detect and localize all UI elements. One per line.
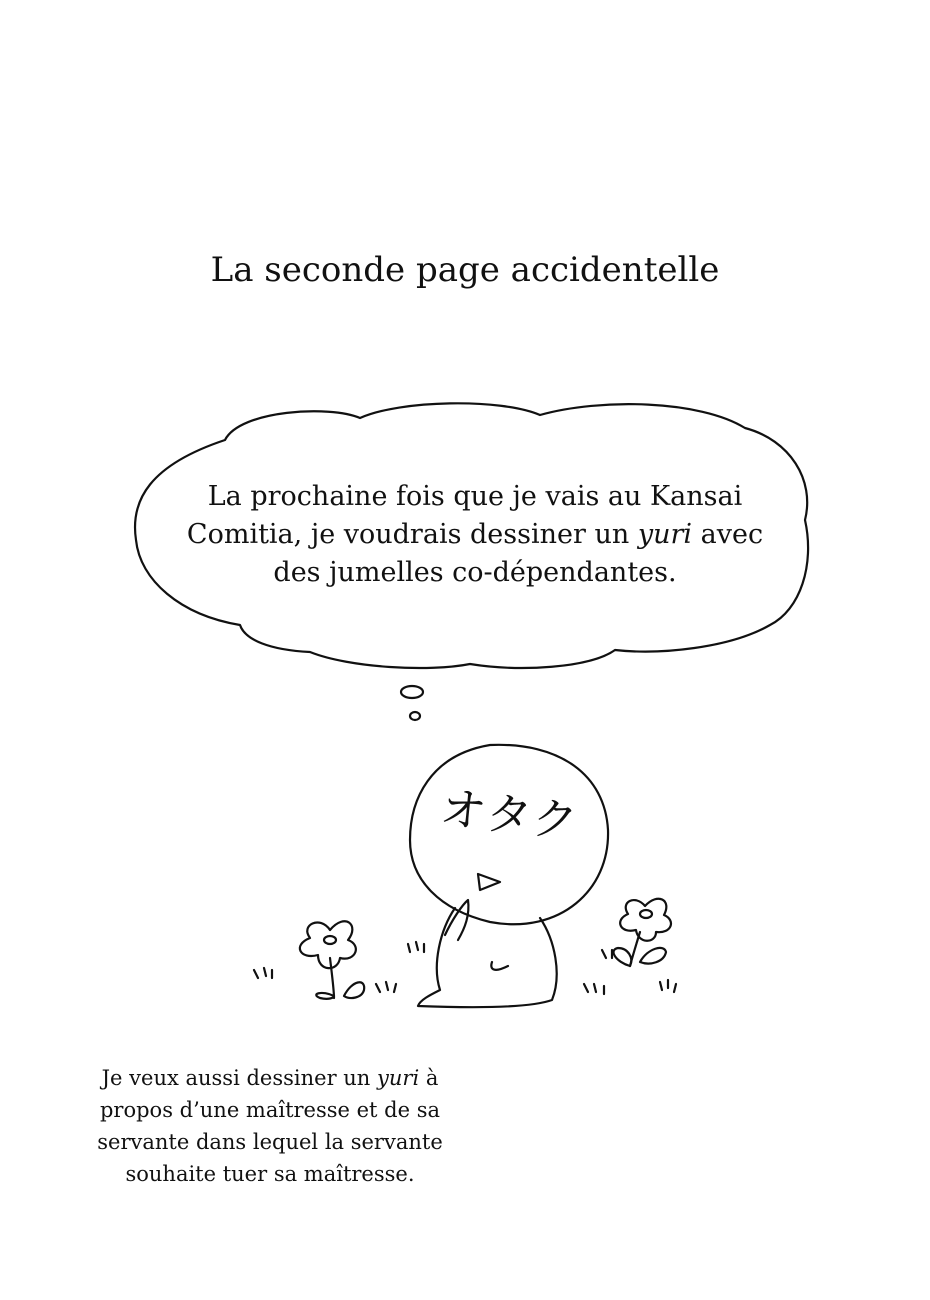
grass-tuft <box>602 950 612 958</box>
thought-text <box>170 478 780 592</box>
thought-line-1: La prochaine fois que je vais au Kansai <box>207 481 743 512</box>
flower-left <box>300 921 364 999</box>
caption-line-1-em: yuri <box>377 1066 420 1090</box>
caption-text <box>70 1062 470 1190</box>
flower-right <box>614 899 671 966</box>
thought-dot-small <box>410 712 420 720</box>
caption-line-4: souhaite tuer sa maîtresse. <box>125 1162 415 1186</box>
thought-line-2-em: yuri <box>637 519 693 550</box>
character-mouth <box>478 874 500 890</box>
caption-line-1-post: à <box>419 1066 439 1090</box>
page-title: La seconde page accidentelle <box>210 250 720 290</box>
grass-tuft <box>254 968 272 978</box>
thought-line-2-pre: Comitia, je voudrais dessiner un <box>186 519 638 550</box>
caption-line-1-pre: Je veux aussi dessiner un <box>101 1066 378 1090</box>
caption-line-3: servante dans lequel la servante <box>97 1130 443 1154</box>
thought-line-3: des jumelles co-dépendantes. <box>273 557 677 588</box>
thought-line-2-post: avec <box>692 519 764 550</box>
thought-dot-large <box>401 686 423 698</box>
grass-tuft <box>408 942 424 952</box>
grass-tuft <box>660 980 676 992</box>
caption-line-2: propos d’une maîtresse et de sa <box>99 1098 441 1122</box>
grass-tuft <box>376 982 396 992</box>
character-head-text: オタク <box>437 780 581 850</box>
grass-tuft <box>584 984 604 994</box>
